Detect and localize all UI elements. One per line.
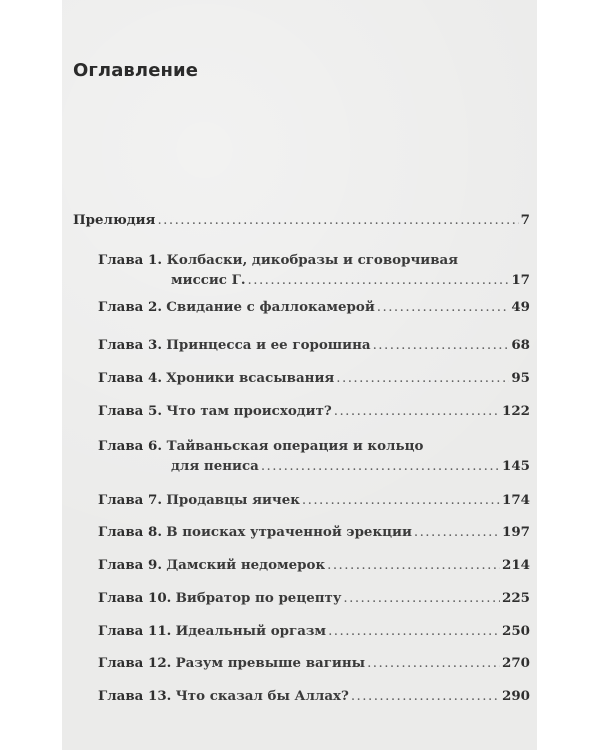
toc-entry-chapter-2 [98, 299, 530, 315]
dot-leader [302, 493, 500, 508]
chapter-title: Разум превыше вагины [175, 655, 366, 671]
chapter-label: Глава 11. [98, 623, 172, 639]
toc-entry-chapter-1-line1 [98, 252, 458, 268]
page-number: 7 [520, 212, 530, 228]
chapter-title: Принцесса и ее горошина [166, 337, 371, 353]
dot-leader [328, 624, 500, 639]
dot-leader [343, 591, 500, 606]
toc-entry-chapter-6 [171, 458, 530, 474]
chapter-title: В поисках утраченной эрекции [166, 524, 412, 540]
dot-leader [351, 689, 500, 704]
chapter-label: Глава 9. [98, 557, 162, 573]
toc-entry-chapter-8 [98, 524, 530, 540]
chapter-label: Глава 12. [98, 655, 172, 671]
chapter-title: Колбаски, дикобразы и сговорчивая [166, 252, 459, 268]
toc-entry-chapter-1 [171, 272, 530, 288]
dot-leader [248, 273, 510, 288]
page-number: 197 [502, 524, 530, 540]
chapter-label: Глава 1. [98, 252, 162, 268]
entry-title: Прелюдия [73, 212, 156, 228]
chapter-label: Глава 6. [98, 438, 162, 454]
page-number: 122 [502, 403, 530, 419]
toc-entry-chapter-9 [98, 557, 530, 573]
page-number: 49 [511, 299, 530, 315]
chapter-title: Продавцы яичек [166, 492, 300, 508]
chapter-title: Свидание с фаллокамерой [166, 299, 375, 315]
chapter-title: Что сказал бы Аллах? [175, 688, 349, 704]
dot-leader [414, 525, 500, 540]
chapter-label: Глава 5. [98, 403, 162, 419]
chapter-title: Дамский недомерок [166, 557, 326, 573]
toc-entry-chapter-13 [98, 688, 530, 704]
page-number: 68 [511, 337, 530, 353]
toc-entry-chapter-7 [98, 492, 530, 508]
toc-entry-prelude [73, 212, 530, 228]
dot-leader [334, 404, 500, 419]
toc-entry-chapter-3 [98, 337, 530, 353]
page-number: 250 [502, 623, 530, 639]
page-number: 145 [502, 458, 530, 474]
chapter-label: Глава 13. [98, 688, 172, 704]
dot-leader [336, 371, 509, 386]
dot-leader [261, 459, 500, 474]
chapter-label: Глава 10. [98, 590, 172, 606]
book-page [62, 0, 537, 750]
chapter-title: Хроники всасывания [166, 370, 335, 386]
toc-entry-chapter-6-line1 [98, 438, 423, 454]
page-number: 95 [511, 370, 530, 386]
chapter-title: Идеальный оргазм [175, 623, 327, 639]
chapter-label: Глава 8. [98, 524, 162, 540]
dot-leader [377, 300, 510, 315]
dot-leader [157, 213, 518, 228]
page-title: Оглавление [73, 60, 199, 81]
chapter-title: Что там происходит? [166, 403, 332, 419]
page-number: 174 [502, 492, 530, 508]
dot-leader [373, 338, 510, 353]
page-number: 290 [502, 688, 530, 704]
chapter-label: Глава 2. [98, 299, 162, 315]
page-number: 17 [511, 272, 530, 288]
toc-entry-chapter-10 [98, 590, 530, 606]
chapter-title-cont: миссис Г. [171, 272, 246, 288]
toc-entry-chapter-11 [98, 623, 530, 639]
toc-entry-chapter-4 [98, 370, 530, 386]
chapter-label: Глава 3. [98, 337, 162, 353]
page-number: 214 [502, 557, 530, 573]
page-number: 225 [502, 590, 530, 606]
toc-entry-chapter-12 [98, 655, 530, 671]
dot-leader [327, 558, 500, 573]
page-number: 270 [502, 655, 530, 671]
chapter-label: Глава 7. [98, 492, 162, 508]
chapter-title-cont: для пениса [171, 458, 259, 474]
chapter-title: Вибратор по рецепту [175, 590, 342, 606]
dot-leader [367, 656, 500, 671]
toc-entry-chapter-5 [98, 403, 530, 419]
chapter-title: Тайваньская операция и кольцо [166, 438, 424, 454]
chapter-label: Глава 4. [98, 370, 162, 386]
